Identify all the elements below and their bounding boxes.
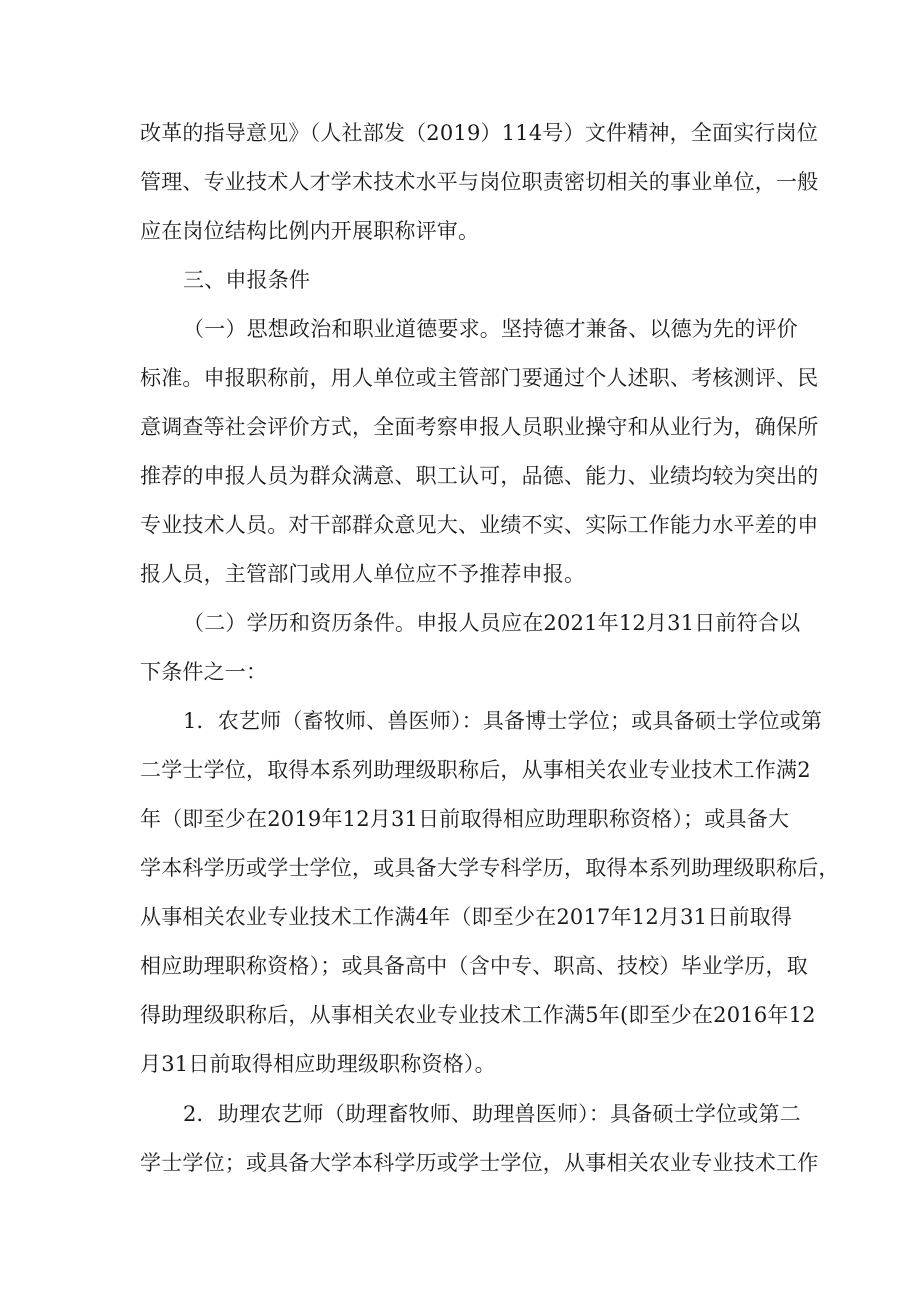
paragraph-line: 应在岗位结构比例内开展职称评审。 <box>140 219 480 243</box>
paragraph-line: 相应助理职称资格）；或具备高中（含中专、职高、技校）毕业学历，取 <box>140 954 808 978</box>
paragraph-line: 推荐的申报人员为群众满意、职工认可，品德、能力、业绩均较为突出的 <box>140 464 819 488</box>
paragraph-line: 二学士学位，取得本系列助理级职称后，从事相关农业专业技术工作满2 <box>140 758 811 782</box>
paragraph-line: 学士学位；或具备大学本科学历或学士学位，从事相关农业专业技术工作 <box>140 1151 819 1175</box>
paragraph-line: 报人员，主管部门或用人单位应不予推荐申报。 <box>140 562 586 586</box>
paragraph-line: 月31日前取得相应助理级职称资格）。 <box>140 1052 496 1076</box>
paragraph-line: 从事相关农业专业技术工作满4年（即至少在2017年12月31日前取得 <box>140 905 793 929</box>
paragraph-line: 下条件之一： <box>140 660 268 684</box>
paragraph-line: （一）思想政治和职业道德要求。坚持德才兼备、以德为先的评价 <box>183 317 798 341</box>
paragraph-line: 标准。申报职称前，用人单位或主管部门要通过个人述职、考核测评、民 <box>140 366 819 390</box>
paragraph-line: 改革的指导意见》（人社部发（2019）114号）文件精神，全面实行岗位 <box>140 121 819 145</box>
paragraph-line: 得助理级职称后，从事相关农业专业技术工作满5年(即至少在2016年12 <box>140 1003 816 1027</box>
paragraph-line: 管理、专业技术人才学术技术水平与岗位职责密切相关的事业单位，一般 <box>140 170 819 194</box>
paragraph-line: 学本科学历或学士学位，或具备大学专科学历，取得本系列助理级职称后， <box>140 856 840 880</box>
paragraph-line: 意调查等社会评价方式，全面考察申报人员职业操守和从业行为，确保所 <box>140 415 819 439</box>
paragraph-line: 专业技术人员。对干部群众意见大、业绩不实、实际工作能力水平差的申 <box>140 513 819 537</box>
paragraph-line: （二）学历和资历条件。申报人员应在2021年12月31日前符合以 <box>183 611 801 635</box>
paragraph-line: 年（即至少在2019年12月31日前取得相应助理职称资格）；或具备大 <box>140 807 790 831</box>
paragraph-line: 2．助理农艺师（助理畜牧师、助理兽医师）：具备硕士学位或第二 <box>183 1102 801 1126</box>
section-heading: 三、申报条件 <box>183 268 311 292</box>
paragraph-line: 1．农艺师（畜牧师、兽医师）：具备博士学位；或具备硕士学位或第 <box>183 709 823 733</box>
